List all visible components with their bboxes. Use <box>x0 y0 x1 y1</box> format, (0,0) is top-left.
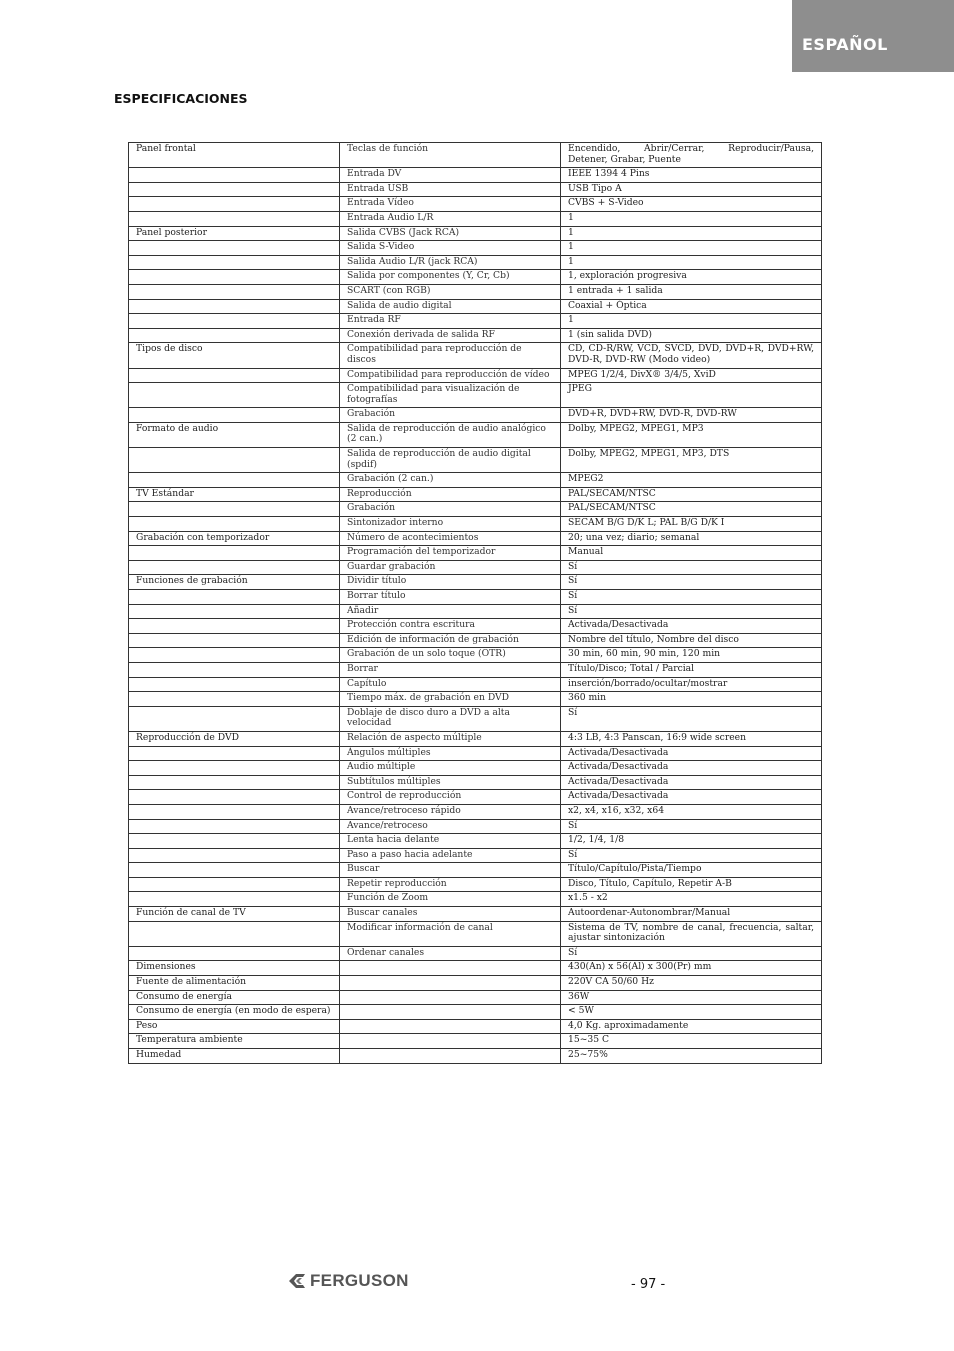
table-row <box>129 590 822 605</box>
spec-value-cell: Sí <box>561 848 822 863</box>
table-row <box>129 383 822 408</box>
specifications-table-body <box>129 143 822 1064</box>
spec-category-cell <box>129 168 340 183</box>
spec-value-cell: Nombre del título, Nombre del disco <box>561 633 822 648</box>
spec-value-cell: JPEG <box>561 383 822 408</box>
spec-value-cell: 36W <box>561 990 822 1005</box>
table-row <box>129 531 822 546</box>
spec-category-cell: Función de canal de TV <box>129 907 340 922</box>
spec-item-cell: Protección contra escritura <box>340 619 561 634</box>
spec-value-cell: inserción/borrado/ocultar/mostrar <box>561 677 822 692</box>
spec-item-cell: Salida S-Video <box>340 241 561 256</box>
spec-value-cell: 1, exploración progresiva <box>561 270 822 285</box>
spec-item-cell: Entrada USB <box>340 182 561 197</box>
spec-value-cell: CVBS + S-Video <box>561 197 822 212</box>
spec-category-cell <box>129 197 340 212</box>
spec-category-cell <box>129 211 340 226</box>
spec-item-cell: Función de Zoom <box>340 892 561 907</box>
spec-value-cell: Sistema de TV, nombre de canal, frecuencia, saltar, ajustar sintonización <box>561 921 822 946</box>
spec-category-cell <box>129 255 340 270</box>
table-row <box>129 633 822 648</box>
table-row <box>129 892 822 907</box>
spec-category-cell <box>129 368 340 383</box>
spec-item-cell <box>340 1034 561 1049</box>
table-row <box>129 211 822 226</box>
spec-category-cell <box>129 648 340 663</box>
spec-category-cell: Dimensiones <box>129 961 340 976</box>
spec-item-cell: Tiempo máx. de grabación en DVD <box>340 692 561 707</box>
spec-value-cell: x2, x4, x16, x32, x64 <box>561 804 822 819</box>
spec-value-cell: IEEE 1394 4 Pins <box>561 168 822 183</box>
spec-item-cell <box>340 1049 561 1064</box>
spec-category-cell <box>129 877 340 892</box>
spec-value-cell: 1/2, 1/4, 1/8 <box>561 834 822 849</box>
spec-value-cell: Activada/Desactivada <box>561 746 822 761</box>
table-row <box>129 328 822 343</box>
table-row <box>129 604 822 619</box>
table-row <box>129 255 822 270</box>
spec-value-cell: 20; una vez; diario; semanal <box>561 531 822 546</box>
spec-item-cell: Capítulo <box>340 677 561 692</box>
spec-category-cell <box>129 284 340 299</box>
specifications-table <box>128 142 822 1064</box>
spec-value-cell: 15~35 C <box>561 1034 822 1049</box>
spec-item-cell: Reproducción <box>340 487 561 502</box>
spec-category-cell <box>129 408 340 423</box>
table-row <box>129 270 822 285</box>
spec-item-cell: Buscar canales <box>340 907 561 922</box>
spec-category-cell: Panel posterior <box>129 226 340 241</box>
table-row <box>129 517 822 532</box>
spec-item-cell: Teclas de función <box>340 143 561 168</box>
spec-item-cell: Número de acontecimientos <box>340 531 561 546</box>
table-row <box>129 314 822 329</box>
spec-category-cell <box>129 863 340 878</box>
table-row <box>129 448 822 473</box>
table-row <box>129 907 822 922</box>
spec-category-cell <box>129 677 340 692</box>
table-row <box>129 819 822 834</box>
spec-category-cell <box>129 706 340 731</box>
spec-item-cell: Repetir reproducción <box>340 877 561 892</box>
spec-item-cell: Paso a paso hacia adelante <box>340 848 561 863</box>
spec-category-cell <box>129 473 340 488</box>
spec-value-cell: Coaxial + Óptica <box>561 299 822 314</box>
spec-category-cell <box>129 590 340 605</box>
spec-item-cell: Compatibilidad para reproducción de vídeo <box>340 368 561 383</box>
spec-value-cell: MPEG 1/2/4, DivX® 3/4/5, XviD <box>561 368 822 383</box>
spec-category-cell: Reproducción de DVD <box>129 731 340 746</box>
spec-value-cell: Título/Capítulo/Pista/Tiempo <box>561 863 822 878</box>
spec-item-cell: SCART (con RGB) <box>340 284 561 299</box>
spec-category-cell <box>129 560 340 575</box>
spec-value-cell: Dolby, MPEG2, MPEG1, MP3, DTS <box>561 448 822 473</box>
ferguson-logo <box>287 1270 409 1292</box>
spec-item-cell: Entrada DV <box>340 168 561 183</box>
spec-value-cell: Activada/Desactivada <box>561 761 822 776</box>
spec-value-cell: Sí <box>561 706 822 731</box>
spec-value-cell: 1 <box>561 241 822 256</box>
spec-item-cell: Salida de reproducción de audio digital (spdif) <box>340 448 561 473</box>
spec-item-cell: Entrada Audio L/R <box>340 211 561 226</box>
spec-value-cell: Manual <box>561 546 822 561</box>
table-row <box>129 619 822 634</box>
spec-category-cell <box>129 546 340 561</box>
spec-item-cell: Grabación de un solo toque (OTR) <box>340 648 561 663</box>
spec-item-cell: Programación del temporizador <box>340 546 561 561</box>
spec-item-cell: Audio múltiple <box>340 761 561 776</box>
spec-category-cell <box>129 761 340 776</box>
spec-category-cell <box>129 692 340 707</box>
spec-category-cell <box>129 633 340 648</box>
spec-value-cell: CD, CD-R/RW, VCD, SVCD, DVD, DVD+R, DVD+RW, DVD-R, DVD-RW (Modo video) <box>561 343 822 368</box>
spec-item-cell: Modificar información de canal <box>340 921 561 946</box>
spec-category-cell: Tipos de disco <box>129 343 340 368</box>
spec-value-cell: PAL/SECAM/NTSC <box>561 502 822 517</box>
spec-item-cell: Avance/retroceso <box>340 819 561 834</box>
spec-value-cell: 4:3 LB, 4:3 Panscan, 16:9 wide screen <box>561 731 822 746</box>
spec-category-cell: Panel frontal <box>129 143 340 168</box>
spec-item-cell <box>340 961 561 976</box>
spec-category-cell <box>129 517 340 532</box>
spec-category-cell <box>129 619 340 634</box>
table-row <box>129 848 822 863</box>
table-row <box>129 731 822 746</box>
spec-value-cell: SECAM B/G D/K L; PAL B/G D/K I <box>561 517 822 532</box>
spec-value-cell: Activada/Desactivada <box>561 790 822 805</box>
table-row <box>129 546 822 561</box>
spec-item-cell: Lenta hacia delante <box>340 834 561 849</box>
spec-item-cell <box>340 976 561 991</box>
spec-category-cell <box>129 921 340 946</box>
table-row <box>129 706 822 731</box>
table-row <box>129 182 822 197</box>
table-row <box>129 677 822 692</box>
spec-item-cell: Control de reproducción <box>340 790 561 805</box>
spec-value-cell: x1.5 - x2 <box>561 892 822 907</box>
spec-category-cell: Consumo de energía (en modo de espera) <box>129 1005 340 1020</box>
spec-category-cell: Fuente de alimentación <box>129 976 340 991</box>
spec-value-cell: Sí <box>561 590 822 605</box>
spec-item-cell: Entrada RF <box>340 314 561 329</box>
spec-item-cell: Dividir título <box>340 575 561 590</box>
spec-category-cell <box>129 662 340 677</box>
spec-category-cell <box>129 746 340 761</box>
table-row <box>129 575 822 590</box>
spec-item-cell: Grabación (2 can.) <box>340 473 561 488</box>
spec-value-cell: Sí <box>561 819 822 834</box>
table-row <box>129 197 822 212</box>
spec-category-cell <box>129 448 340 473</box>
table-row <box>129 804 822 819</box>
spec-category-cell <box>129 775 340 790</box>
table-row <box>129 775 822 790</box>
table-row <box>129 648 822 663</box>
spec-item-cell: Salida de reproducción de audio analógico (2 can.) <box>340 422 561 447</box>
spec-value-cell: Activada/Desactivada <box>561 619 822 634</box>
table-row <box>129 241 822 256</box>
spec-value-cell: 4,0 Kg. aproximadamente <box>561 1019 822 1034</box>
spec-category-cell: Funciones de grabación <box>129 575 340 590</box>
spec-value-cell: DVD+R, DVD+RW, DVD-R, DVD-RW <box>561 408 822 423</box>
spec-item-cell: Sintonizador interno <box>340 517 561 532</box>
spec-item-cell: Salida por componentes (Y, Cr, Cb) <box>340 270 561 285</box>
spec-category-cell: TV Estándar <box>129 487 340 502</box>
section-title: ESPECIFICACIONES <box>114 91 248 106</box>
spec-category-cell <box>129 834 340 849</box>
spec-category-cell <box>129 241 340 256</box>
spec-category-cell <box>129 804 340 819</box>
spec-value-cell: Encendido, Abrir/Cerrar, Reproducir/Pausa, Detener, Grabar, Puente <box>561 143 822 168</box>
table-row <box>129 834 822 849</box>
spec-item-cell <box>340 990 561 1005</box>
spec-value-cell: 360 min <box>561 692 822 707</box>
language-label: ESPAÑOL <box>802 35 888 54</box>
spec-category-cell <box>129 819 340 834</box>
spec-item-cell: Ángulos múltiples <box>340 746 561 761</box>
spec-item-cell: Buscar <box>340 863 561 878</box>
spec-item-cell: Salida Audio L/R (jack RCA) <box>340 255 561 270</box>
spec-item-cell: Compatibilidad para reproducción de discos <box>340 343 561 368</box>
spec-value-cell: 430(An) x 56(Al) x 300(Pr) mm <box>561 961 822 976</box>
spec-category-cell: Peso <box>129 1019 340 1034</box>
spec-category-cell <box>129 383 340 408</box>
table-row <box>129 1005 822 1020</box>
table-row <box>129 877 822 892</box>
spec-item-cell: Subtítulos múltiples <box>340 775 561 790</box>
spec-value-cell: PAL/SECAM/NTSC <box>561 487 822 502</box>
spec-value-cell: 1 <box>561 211 822 226</box>
table-row <box>129 408 822 423</box>
spec-category-cell: Temperatura ambiente <box>129 1034 340 1049</box>
spec-category-cell <box>129 314 340 329</box>
table-row <box>129 168 822 183</box>
table-row <box>129 560 822 575</box>
spec-item-cell: Borrar título <box>340 590 561 605</box>
spec-item-cell: Grabación <box>340 502 561 517</box>
spec-item-cell: Guardar grabación <box>340 560 561 575</box>
spec-value-cell: Activada/Desactivada <box>561 775 822 790</box>
spec-item-cell: Compatibilidad para visualización de fotografías <box>340 383 561 408</box>
table-row <box>129 863 822 878</box>
spec-value-cell: 30 min, 60 min, 90 min, 120 min <box>561 648 822 663</box>
spec-category-cell: Consumo de energía <box>129 990 340 1005</box>
table-row <box>129 662 822 677</box>
table-row <box>129 976 822 991</box>
spec-category-cell: Humedad <box>129 1049 340 1064</box>
spec-value-cell: 1 <box>561 255 822 270</box>
spec-category-cell <box>129 946 340 961</box>
spec-item-cell: Salida CVBS (Jack RCA) <box>340 226 561 241</box>
spec-value-cell: Sí <box>561 604 822 619</box>
spec-value-cell: USB Tipo A <box>561 182 822 197</box>
spec-item-cell: Salida de audio digital <box>340 299 561 314</box>
spec-category-cell <box>129 299 340 314</box>
table-row <box>129 284 822 299</box>
table-row <box>129 921 822 946</box>
spec-value-cell: 1 entrada + 1 salida <box>561 284 822 299</box>
spec-category-cell <box>129 182 340 197</box>
spec-item-cell: Entrada Vídeo <box>340 197 561 212</box>
spec-item-cell: Añadir <box>340 604 561 619</box>
spec-category-cell <box>129 604 340 619</box>
table-row <box>129 1019 822 1034</box>
brand-name: FERGUSON <box>310 1271 409 1290</box>
spec-category-cell: Grabación con temporizador <box>129 531 340 546</box>
table-row <box>129 692 822 707</box>
spec-value-cell: 1 <box>561 226 822 241</box>
spec-item-cell: Relación de aspecto múltiple <box>340 731 561 746</box>
spec-category-cell <box>129 892 340 907</box>
spec-value-cell: Dolby, MPEG2, MPEG1, MP3 <box>561 422 822 447</box>
page-number: - 97 - <box>631 1277 666 1292</box>
table-row <box>129 299 822 314</box>
spec-value-cell: Sí <box>561 946 822 961</box>
table-row <box>129 761 822 776</box>
table-row <box>129 473 822 488</box>
spec-item-cell: Grabación <box>340 408 561 423</box>
table-row <box>129 143 822 168</box>
table-row <box>129 746 822 761</box>
spec-item-cell: Ordenar canales <box>340 946 561 961</box>
table-row <box>129 790 822 805</box>
table-row <box>129 961 822 976</box>
spec-value-cell: Autoordenar-Autonombrar/Manual <box>561 907 822 922</box>
spec-category-cell <box>129 790 340 805</box>
spec-category-cell: Formato de audio <box>129 422 340 447</box>
spec-value-cell: MPEG2 <box>561 473 822 488</box>
spec-category-cell <box>129 848 340 863</box>
table-row <box>129 990 822 1005</box>
table-row <box>129 368 822 383</box>
table-row <box>129 422 822 447</box>
spec-item-cell <box>340 1005 561 1020</box>
spec-item-cell: Conexión derivada de salida RF <box>340 328 561 343</box>
spec-value-cell: Título/Disco; Total / Parcial <box>561 662 822 677</box>
table-row <box>129 502 822 517</box>
spec-item-cell: Edición de información de grabación <box>340 633 561 648</box>
spec-category-cell <box>129 270 340 285</box>
spec-item-cell: Doblaje de disco duro a DVD a alta velocidad <box>340 706 561 731</box>
spec-item-cell: Avance/retroceso rápido <box>340 804 561 819</box>
table-row <box>129 946 822 961</box>
table-row <box>129 226 822 241</box>
spec-value-cell: 1 (sin salida DVD) <box>561 328 822 343</box>
table-row <box>129 1049 822 1064</box>
spec-item-cell <box>340 1019 561 1034</box>
spec-value-cell: 25~75% <box>561 1049 822 1064</box>
language-tab <box>792 0 954 72</box>
spec-item-cell: Borrar <box>340 662 561 677</box>
spec-value-cell: < 5W <box>561 1005 822 1020</box>
table-row <box>129 343 822 368</box>
spec-value-cell: Sí <box>561 575 822 590</box>
spec-value-cell: Sí <box>561 560 822 575</box>
spec-value-cell: 1 <box>561 314 822 329</box>
spec-category-cell <box>129 328 340 343</box>
table-row <box>129 1034 822 1049</box>
spec-value-cell: 220V CA 50/60 Hz <box>561 976 822 991</box>
ferguson-logo-icon <box>287 1272 307 1290</box>
table-row <box>129 487 822 502</box>
spec-value-cell: Disco, Título, Capítulo, Repetir A-B <box>561 877 822 892</box>
spec-category-cell <box>129 502 340 517</box>
